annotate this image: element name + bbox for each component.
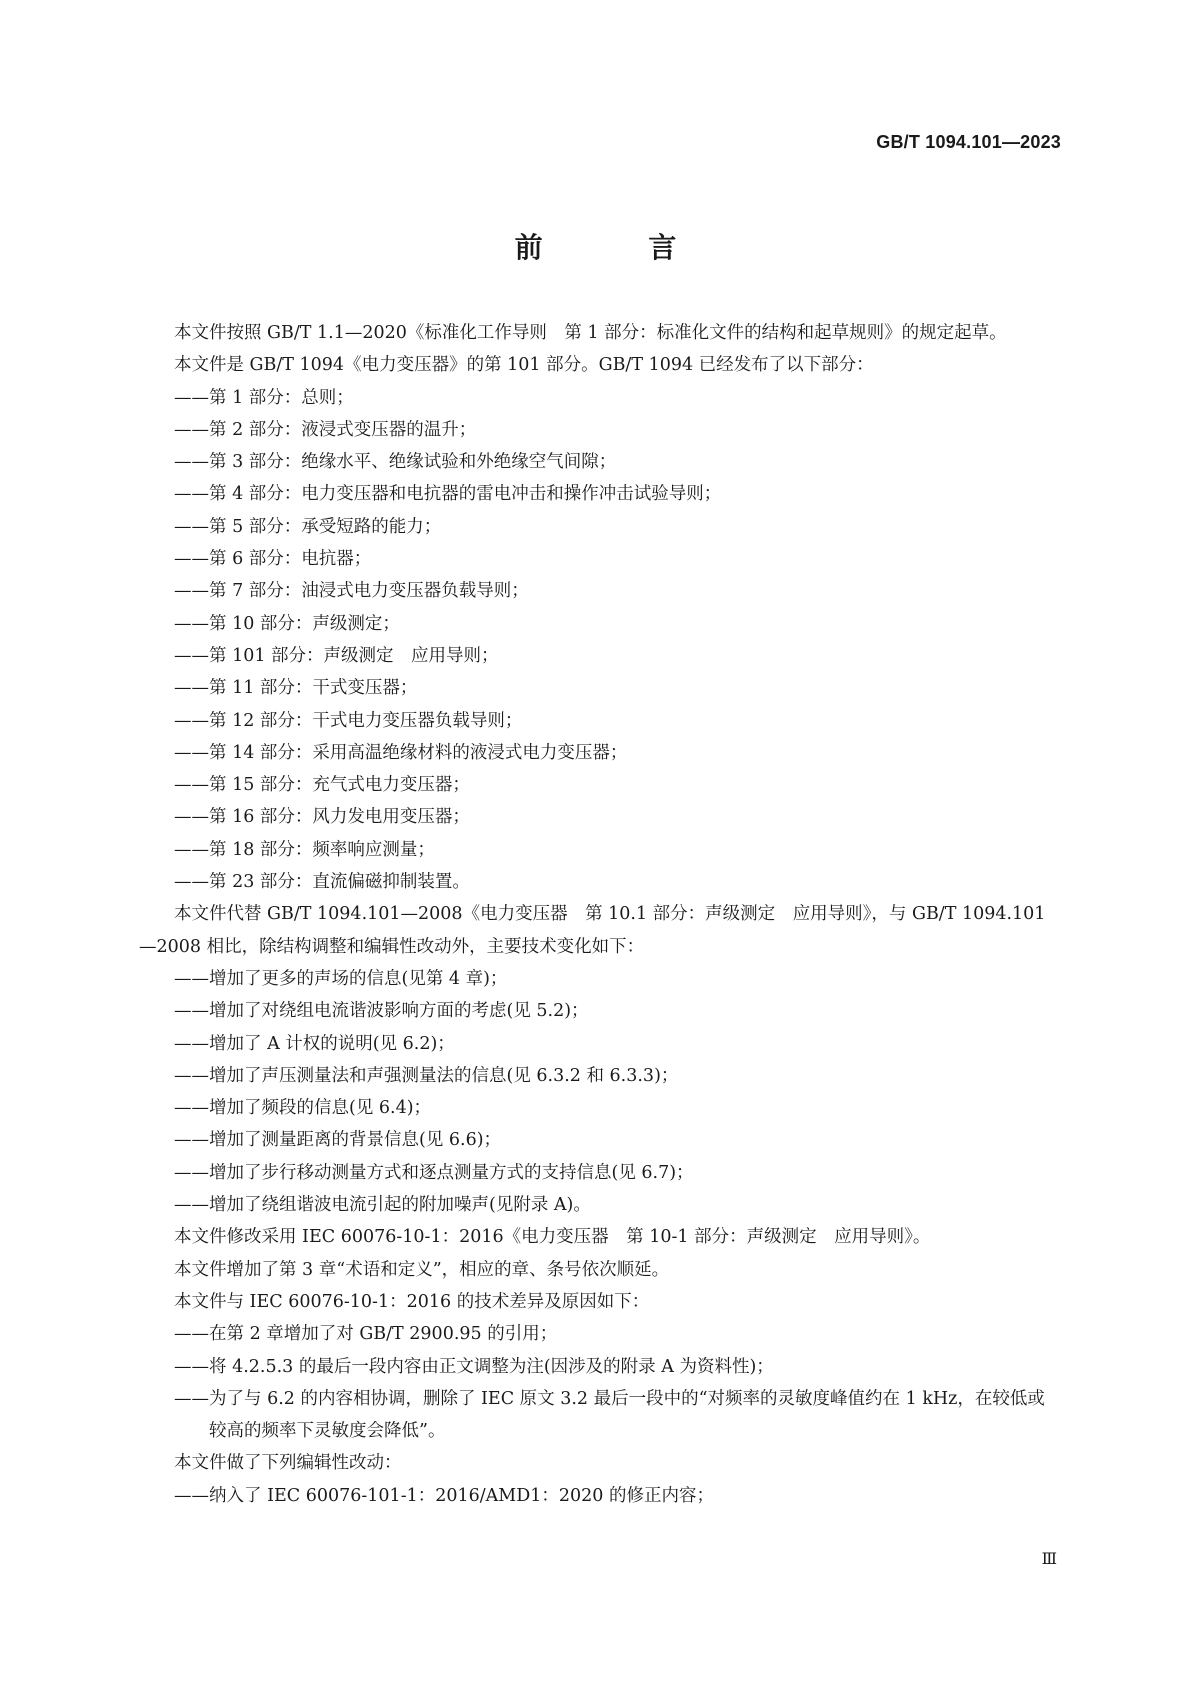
list-item: ——第 7 部分：油浸式电力变压器负载导则； bbox=[174, 581, 529, 602]
list-item: ——为了与 6.2 的内容相协调，删除了 IEC 原文 3.2 最后一段中的“对频率的灵敏度峰值约在 1 kHz，在较低或较高的频率下灵敏度会降低”。 bbox=[174, 1388, 1045, 1442]
paragraph: 本文件按照 GB/T 1.1—2020《标准化工作导则 第 1 部分：标准化文件的结构和起草规则》的规定起草。 bbox=[174, 323, 1007, 343]
list-item: ——将 4.2.5.3 的最后一段内容由正文调整为注(因涉及的附录 A 为资料性)； bbox=[174, 1356, 774, 1377]
list-item: ——第 23 部分：直流偏磁抑制装置。 bbox=[174, 872, 470, 893]
list-item: ——第 2 部分：液浸式变压器的温升； bbox=[174, 419, 477, 440]
parts-list bbox=[139, 382, 1061, 899]
list-item: ——第 18 部分：频率响应测量； bbox=[174, 839, 435, 860]
list-item: ——增加了步行移动测量方式和逐点测量方式的支持信息(见 6.7)； bbox=[174, 1162, 694, 1183]
list-item: ——第 4 部分：电力变压器和电抗器的雷电冲击和操作冲击试验导则； bbox=[174, 484, 722, 505]
paragraph: 本文件增加了第 3 章“术语和定义”，相应的章、条号依次顺延。 bbox=[174, 1259, 670, 1280]
list-item: ——增加了绕组谐波电流引起的附加噪声(见附录 A)。 bbox=[174, 1195, 591, 1216]
page-number: Ⅲ bbox=[1041, 1549, 1057, 1568]
list-item: ——第 101 部分：声级测定 应用导则； bbox=[174, 645, 499, 666]
document-body bbox=[139, 317, 1061, 1512]
list-item: ——第 1 部分：总则； bbox=[174, 387, 354, 408]
list-item: ——纳入了 IEC 60076-101-1：2016/AMD1：2020 的修正内容； bbox=[174, 1485, 714, 1506]
paragraph: 本文件修改采用 IEC 60076-10-1：2016《电力变压器 第 10-1 部分：声级测定 应用导则》。 bbox=[174, 1227, 931, 1248]
paragraph: 本文件与 IEC 60076-10-1：2016 的技术差异及原因如下： bbox=[174, 1291, 650, 1312]
list-item: ——第 14 部分：采用高温绝缘材料的液浸式电力变压器； bbox=[174, 742, 628, 763]
paragraph: 本文件是 GB/T 1094《电力变压器》的第 101 部分。GB/T 1094 已经发布了以下部分： bbox=[174, 355, 874, 376]
list-item: ——增加了测量距离的背景信息(见 6.6)； bbox=[174, 1130, 502, 1151]
list-item: ——第 12 部分：干式电力变压器负载导则； bbox=[174, 710, 523, 731]
list-item: ——增加了声压测量法和声强测量法的信息(见 6.3.2 和 6.3.3)； bbox=[174, 1065, 679, 1086]
list-item: ——第 6 部分：电抗器； bbox=[174, 549, 372, 570]
list-item: ——增加了对绕组电流谐波影响方面的考虑(见 5.2)； bbox=[174, 1001, 589, 1022]
list-item: ——第 5 部分：承受短路的能力； bbox=[174, 516, 442, 537]
list-item: ——增加了频段的信息(见 6.4)； bbox=[174, 1098, 432, 1119]
list-item: ——第 10 部分：声级测定； bbox=[174, 613, 400, 634]
document-code: GB/T 1094.101—2023 bbox=[876, 132, 1061, 152]
diffs-list bbox=[139, 1318, 1061, 1447]
page-title: 前 言 bbox=[514, 231, 725, 264]
list-item: ——在第 2 章增加了对 GB/T 2900.95 的引用； bbox=[174, 1324, 558, 1345]
edits-list bbox=[139, 1480, 1061, 1512]
list-item: ——增加了更多的声场的信息(见第 4 章)； bbox=[174, 968, 508, 989]
list-item: ——第 11 部分：干式变压器； bbox=[174, 678, 418, 699]
list-item: ——增加了 A 计权的说明(见 6.2)； bbox=[174, 1033, 455, 1054]
list-item: ——第 16 部分：风力发电用变压器； bbox=[174, 807, 470, 828]
changes-list bbox=[139, 963, 1061, 1221]
list-item: ——第 15 部分：充气式电力变压器； bbox=[174, 775, 470, 796]
paragraph: 本文件做了下列编辑性改动： bbox=[174, 1453, 402, 1474]
list-item: ——第 3 部分：绝缘水平、绝缘试验和外绝缘空气间隙； bbox=[174, 452, 617, 473]
paragraph: 本文件代替 GB/T 1094.101—2008《电力变压器 第 10.1 部分：声级测定 应用导则》，与 GB/T 1094.101—2008 相比，除结构调整和编辑性改动外，主要技术变化如下： bbox=[139, 904, 1046, 957]
